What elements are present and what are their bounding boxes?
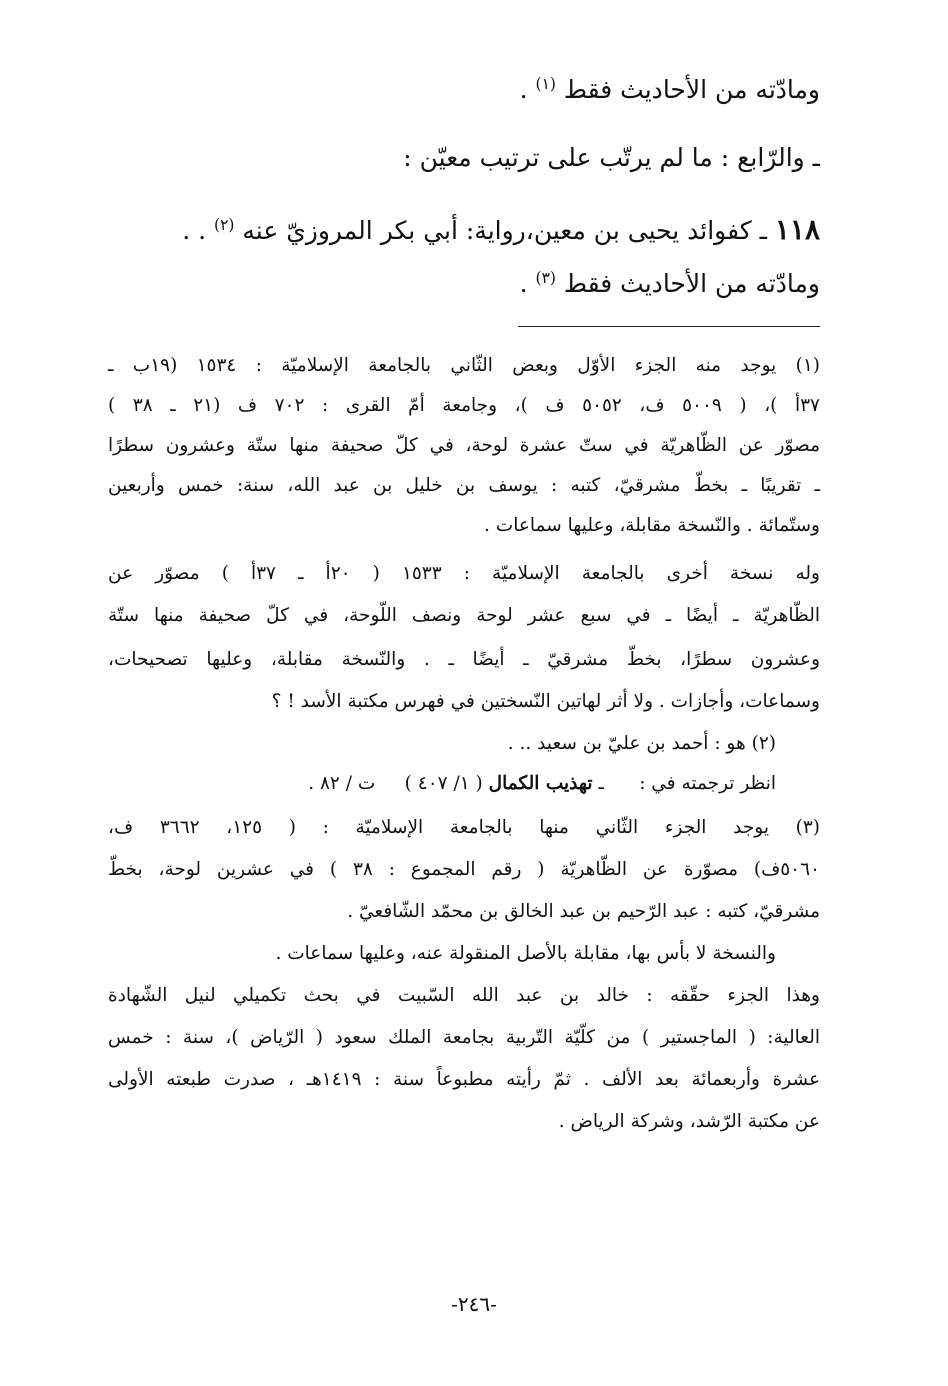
footnote-ref-3: (٣) — [535, 269, 556, 287]
footnote-line: ٥٠٦٠ف) مصوّرة عن الظّاهريّة ( رقم المجموع : ٣٨ ) في عشرين لوحة، بخطّ — [108, 859, 820, 880]
footnote-ref-2: (٢) — [214, 216, 235, 234]
footnote-line: وهذا الجزء حقّقه : خالد بن عبد الله السّبيت في بحث تكميلي لنيل الشّهادة — [108, 985, 820, 1006]
book-title: تهذيب الكمال — [488, 773, 593, 794]
footnote-line: مشرقيّ، كتبه : عبد الرّحيم بن عبد الخالق بن محمّد الشّافعيّ . — [347, 901, 820, 922]
footnote-line: (١) يوجد منه الجزء الأوّل وبعض الثّاني بالجامعة الإسلاميّة : ١٥٣٤ (١٩ب ـ — [108, 355, 820, 376]
footnote-2-reference: انظر ترجمته في : ـ تهذيب الكمال ( ١/ ٤٠٧ ) ت / ٨٢ . — [308, 773, 776, 794]
main-line-2: ـ والرّابع : ما لم يرتّب على ترتيب معيّن : — [403, 143, 820, 172]
main-line-4: ومادّته من الأحاديث فقط $^{(٣)}$ . — [519, 269, 820, 298]
footnote-line: وستّمائة . والنّسخة مقابلة، وعليها سماعات . — [484, 515, 820, 536]
footnote-separator — [518, 326, 820, 327]
footnote-line: ٣٧أ )، ( ٥٠٠٩ ف، ٥٠٥٢ ف )، وجامعة أمّ القرى : ٧٠٢ ف (٢١ ـ ٣٨ ) — [108, 395, 820, 416]
footnote-line: والنسخة لا بأس بها، مقابلة بالأصل المنقولة عنه، وعليها سماعات . — [275, 943, 776, 964]
main-line-1: ومادّته من الأحاديث فقط $^{(١)}$ . — [519, 75, 820, 104]
main-line-3: ١١٨ ـ كفوائد يحيى بن معين،رواية: أبي بكر المروزيّ عنه $^{(٢)}$ . . — [182, 213, 820, 246]
footnote-line: ـ تقريبًا ـ بخطّ مشرقيّ، كتبه : يوسف بن خليل بن عبد الله، سنة: خمس وأربعين — [108, 475, 820, 496]
footnote-line: عن مكتبة الرّشد، وشركة الرياض . — [558, 1111, 820, 1132]
footnote-line: مصوّر عن الظّاهريّة في ستّ عشرة لوحة، في كلّ صحيفة منها ستّة وعشرون سطرًا — [108, 435, 820, 456]
footnote-2: (٢) هو : أحمد بن عليّ بن سعيد .. . — [507, 733, 776, 754]
footnote-line: وسماعات، وأجازات . ولا أثر لهاتين النّسختين في فهرس مكتبة الأسد ! ؟ — [271, 691, 820, 712]
footnote-line: (٣) يوجد الجزء الثّاني منها بالجامعة الإسلاميّة : ( ١٢٥، ٣٦٦٢ ف، — [108, 817, 821, 838]
footnote-line: العالية: ( الماجستير ) من كلّيّة التّربية بجامعة الملك سعود ( الرّياض )، سنة : خمس — [108, 1027, 820, 1048]
page-number: -٢٤٦- — [451, 1292, 497, 1316]
footnote-ref-1: (١) — [535, 75, 556, 93]
footnote-line: وله نسخة أخرى بالجامعة الإسلاميّة : ١٥٣٣ ( ٢٠أ ـ ٣٧أ ) مصوّر عن — [108, 563, 820, 584]
footnote-line: عشرة وأربعمائة بعد الألف . ثمّ رأيته مطبوعاً سنة : ١٤١٩هـ ، صدرت طبعته الأولى — [108, 1069, 820, 1090]
entry-number: ١١٨ — [774, 213, 820, 246]
footnote-line: الظّاهريّة ـ أيضًا ـ في سبع عشر لوحة ونصف اللّوحة، في كلّ صحيفة منها ستّة — [108, 605, 820, 626]
footnote-line: وعشرون سطرًا، بخطّ مشرقيّ ـ أيضًا ـ . والنّسخة مقابلة، وعليها تصحيحات، — [108, 649, 820, 670]
